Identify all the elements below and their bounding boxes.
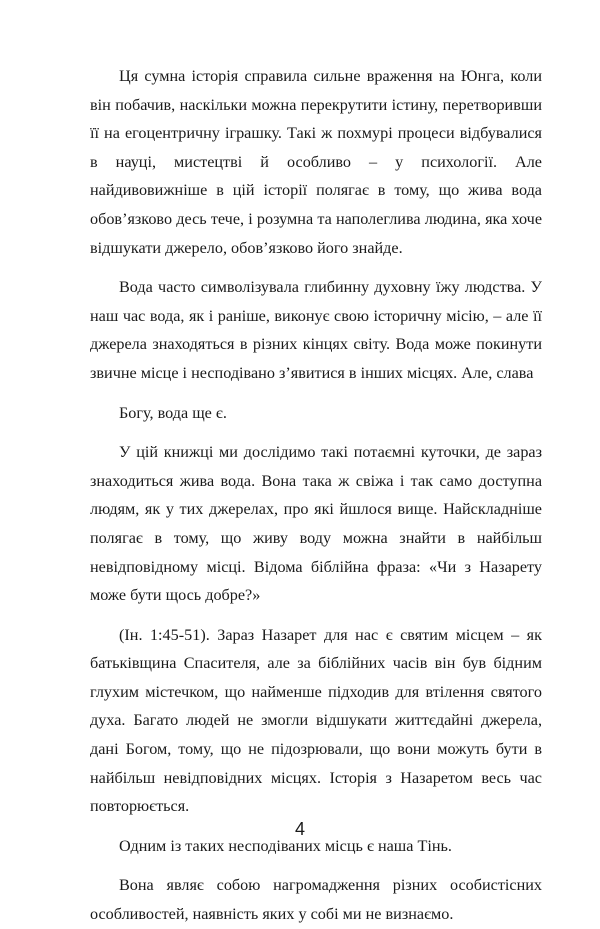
paragraph-5: (Ін. 1:45-51). Зараз Назарет для нас є святим місцем – як батьківщина Спасителя, але за біблійних часів він був бідним глухим містечком, що найменше підходив для втілення святого духа. Багато людей не змогли відшукати життєдайні джерела, дані Богом, тому, що не підозрювали, що вони можуть бути в найбільш невідповідних місцях. Історія з Назаретом весь час повторюється. <box>90 625 542 816</box>
paragraph-6: Одним із таких несподіваних місць є наша Тінь. <box>119 836 452 855</box>
paragraph-1: Ця сумна історія справила сильне враження на Юнга, коли він побачив, наскільки можна перекрутити істину, перетворивши її на егоцентричну іграшку. Такі ж похмурі процеси відбувалися в науці, мистецтві й особливо – у психології. Але найдивовижніше в цій історії полягає в тому, що жива вода обов’язково десь тече, і розумна та наполеглива людина, яка хоче відшукати джерело, обов’язково його знайде. <box>90 67 542 257</box>
page-number: 4 <box>294 819 305 839</box>
paragraph-7: Вона являє собою нагромадження різних особистісних особливостей, наявність яких у собі ми не визнаємо. <box>90 876 542 924</box>
paragraph-2: Вода часто символізувала глибинну духовну їжу людства. У наш час вода, як і раніше, виконує свою історичну місію, – але її джерела знаходяться в різних кінцях світу. Вода може покинути звичне місце і несподівано з’явитися в інших місцях. Але, слава <box>90 278 542 382</box>
paragraph-4: У цій книжці ми дослідимо такі потаємні куточки, де зараз знаходиться жива вода. Вона така ж свіжа і так само доступна людям, як у тих джерелах, про які йшлося вище. Найскладніше полягає в тому, що живу воду можна знайти в найбільш невідповідному місці. Відома біблійна фраза: «Чи з Назарету може бути щось добре?» <box>90 443 542 605</box>
body-text <box>90 62 542 929</box>
paragraph-3: Богу, вода ще є. <box>119 403 227 422</box>
